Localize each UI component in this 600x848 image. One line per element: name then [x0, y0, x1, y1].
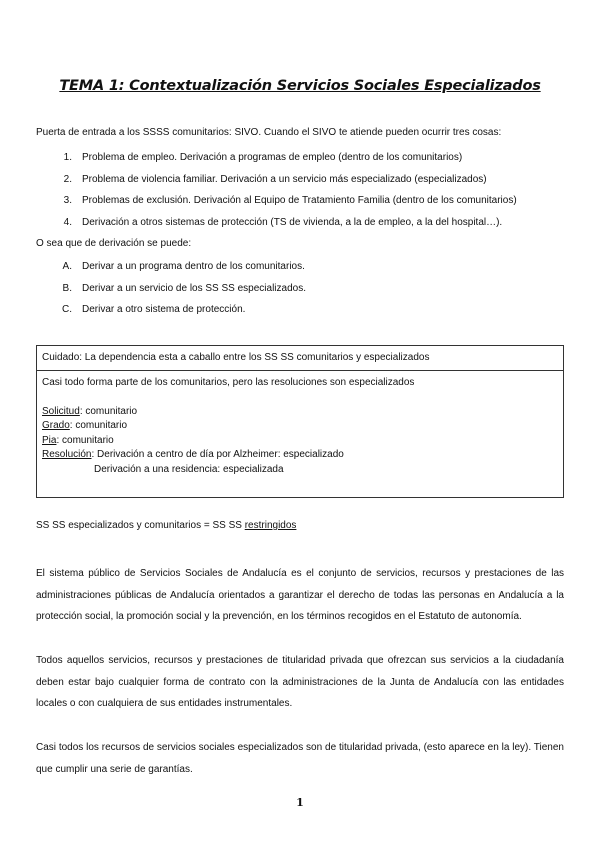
- letter-list: [36, 260, 306, 325]
- resolucion-row-2: Derivación a una residencia: especializada: [94, 463, 284, 475]
- page-number: 1: [296, 796, 304, 809]
- list-marker: 1.: [63, 152, 72, 163]
- note-box-header: Cuidado: La dependencia esta a caballo entre los SS SS comunitarios y especializados: [37, 346, 563, 371]
- resolucion-value: : Derivación a centro de día por Alzheimer: especializado: [91, 449, 344, 460]
- note-box: [36, 345, 564, 498]
- pia-row: [42, 434, 558, 449]
- list-item: [36, 194, 517, 216]
- pia-label: Pia: [42, 434, 57, 446]
- paragraph: El sistema público de Servicios Sociales de Andalucía es el conjunto de servicios, recursos y prestaciones de las administraciones públicas de Andalucía orientados a garantizar el derecho de todas las personas en Andalucía a la protección social, la promoción social y la prevención, en los términos recogidos en el Estatuto de autonomía.: [36, 568, 564, 622]
- list-item-text: Derivar a otro sistema de protección.: [82, 304, 246, 315]
- list-item: [36, 151, 517, 173]
- page-title: TEMA 1: Contextualización Servicios Sociales Especializados: [59, 78, 541, 94]
- list-item-text: Derivar a un servicio de los SS SS especializados.: [82, 282, 306, 294]
- solicitud-row: [42, 405, 558, 420]
- list-item-text: Problema de empleo. Derivación a programas de empleo (dentro de los comunitarios): [82, 152, 463, 163]
- intro-text: Puerta de entrada a los SSSS comunitarios: SIVO. Cuando el SIVO te atiende pueden ocurrir tres cosas:: [36, 127, 502, 138]
- list-item-text: Problemas de exclusión. Derivación al Equipo de Tratamiento Familia (dentro de los comunitarios): [82, 195, 517, 206]
- list-item: [36, 216, 517, 238]
- note-line: Casi todo forma parte de los comunitarios, pero las resoluciones son especializados: [42, 377, 415, 388]
- derivation-intro: O sea que de derivación se puede:: [36, 238, 192, 249]
- list-marker: C.: [62, 304, 72, 315]
- equation-underlined: restringidos: [244, 520, 297, 531]
- resolucion-label: Resolución: [42, 449, 92, 460]
- list-item-text: Derivar a un programa dentro de los comunitarios.: [82, 261, 305, 272]
- list-marker: 4.: [63, 216, 72, 228]
- grado-label: Grado: [42, 420, 70, 431]
- grado-row: [42, 419, 558, 434]
- pia-value: : comunitario: [56, 434, 114, 446]
- list-item-text: Derivación a otros sistemas de protección (TS de vivienda, a la de empleo, a la del hospital…).: [82, 216, 503, 228]
- list-marker: A.: [62, 261, 72, 272]
- list-item: [36, 260, 306, 282]
- solicitud-value: : comunitario: [79, 405, 138, 417]
- note-box-body: [37, 371, 563, 482]
- list-item-text: Problema de violencia familiar. Derivación a un servicio más especializado (especializados): [82, 173, 487, 185]
- list-item: [36, 282, 306, 304]
- equation-prefix: SS SS especializados y comunitarios = SS SS: [36, 520, 245, 531]
- list-item: [36, 173, 517, 195]
- grado-value: : comunitario: [69, 420, 128, 431]
- list-marker: 3.: [63, 195, 72, 206]
- list-item: [36, 303, 306, 325]
- paragraph: Casi todos los recursos de servicios sociales especializados son de titularidad privada, (esto aparece en la ley). Tienen que cumplir una serie de garantías.: [36, 742, 564, 775]
- list-marker: 2.: [63, 173, 72, 185]
- paragraph: Todos aquellos servicios, recursos y prestaciones de titularidad privada que ofrezcan sus servicios a la ciudadanía deben estar bajo cualquier forma de contrato con la administraciones de la Junta de Andalucía con las entidades locales o con cualquiera de sus entidades instrumentales.: [36, 655, 564, 709]
- resolucion-row: [42, 448, 558, 463]
- numbered-list: [36, 151, 517, 237]
- solicitud-label: Solicitud: [42, 405, 80, 417]
- list-marker: B.: [62, 282, 72, 294]
- equation-line: [36, 520, 296, 531]
